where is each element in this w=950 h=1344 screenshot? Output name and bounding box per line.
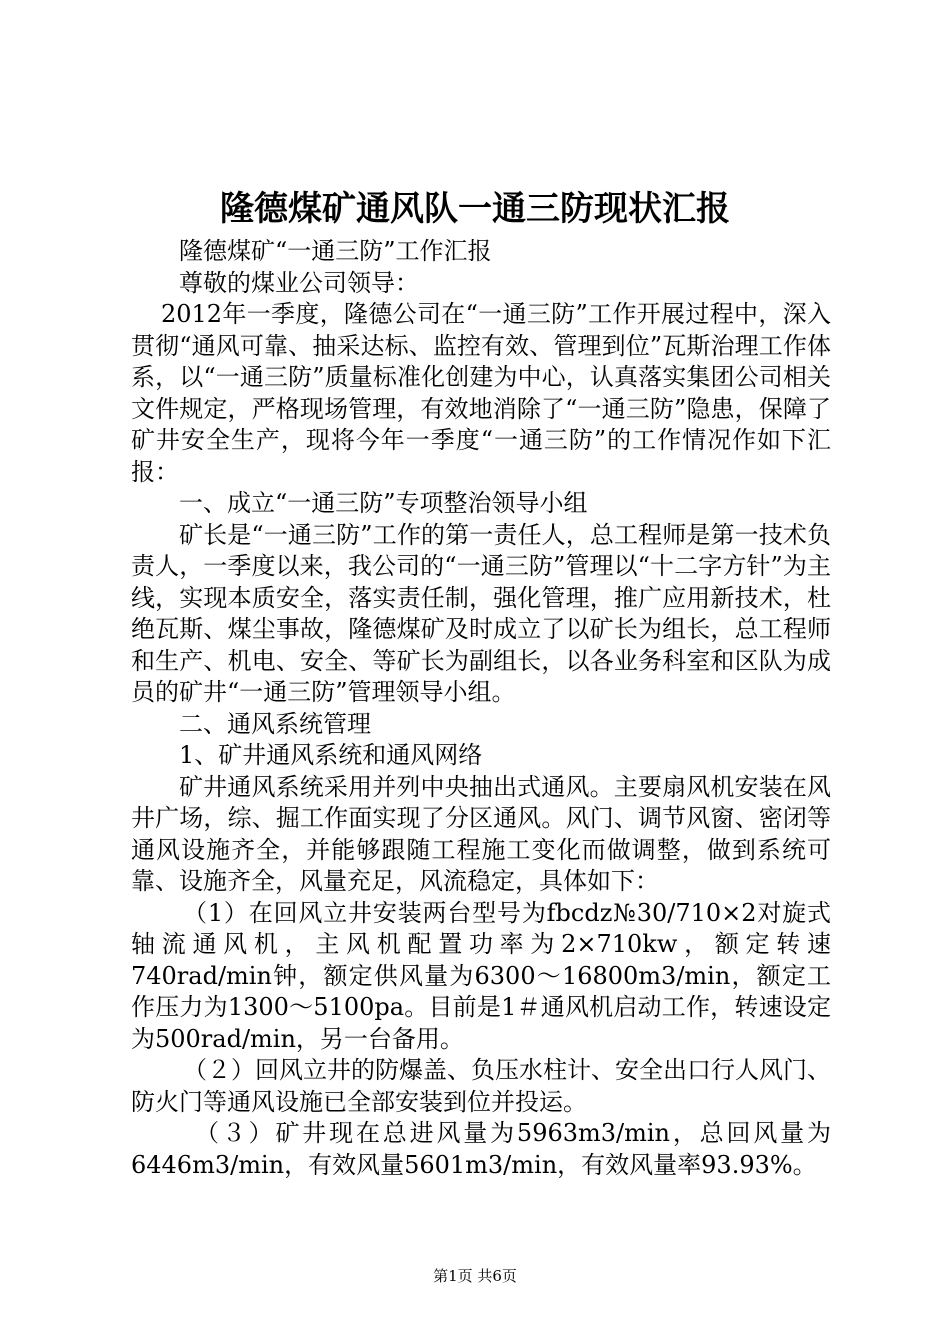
ventilation-system-paragraph: 矿井通风系统采用并列中央抽出式通风。主要扇风机安装在风井广场，综、掘工作面实现了分区通风。风门、调节风窗、密闭等通风设施齐全，并能够跟随工程施工变化而做调整，做到系统可靠、设施齐全，风量充足，风流稳定，具体如下：: [131, 772, 831, 895]
document-title: 隆德煤矿通风队一通三防现状汇报: [220, 189, 730, 229]
document-body: [131, 236, 831, 1181]
intro-paragraph: 2012年一季度，隆德公司在“一通三防”工作开展过程中，深入贯彻“通风可靠、抽采达标、监控有效、管理到位”瓦斯治理工作体系，以“一通三防”质量标准化创建为中心，认真落实集团公司相关文件规定，严格现场管理，有效地消除了“一通三防”隐患，保障了矿井安全生产，现将今年一季度“一通三防”的工作情况作如下汇报：: [131, 300, 831, 486]
page-number: 第1页 共6页: [433, 1267, 517, 1285]
item-1-fan-paragraph: （1）在回风立井安装两台型号为fbcdz№30/710×2对旋式轴流通风机，主风机配置功率为2×710kw，额定转速740rad/min钟，额定供风量为6300～16800m3/min，额定工作压力为1300～5100pa。目前是1＃通风机启动工作，转速设定为500rad/min，另一台备用。: [131, 898, 831, 1053]
subsection-heading-network: 1、矿井通风系统和通风网络: [179, 741, 483, 769]
item-2-facilities-paragraph: （２）回风立井的防爆盖、负压水柱计、安全出口行人风门、防火门等通风设施已全部安装到位并投运。: [131, 1056, 831, 1116]
section-heading-ventilation: 二、通风系统管理: [179, 709, 371, 738]
report-heading: 隆德煤矿“一通三防”工作汇报: [179, 237, 492, 265]
section-heading-leadership: 一、成立“一通三防”专项整治领导小组: [179, 489, 588, 517]
salutation: 尊敬的煤业公司领导：: [179, 268, 419, 297]
item-3-airflow-paragraph: （３）矿井现在总进风量为5963m3/min，总回风量为6446m3/min，有效风量5601m3/min，有效风量率93.93%。: [131, 1119, 831, 1179]
leadership-paragraph: 矿长是“一通三防”工作的第一责任人，总工程师是第一技术负责人，一季度以来，我公司的“一通三防”管理以“十二字方针”为主线，实现本质安全，落实责任制，强化管理，推广应用新技术，杜绝瓦斯、煤尘事故，隆德煤矿及时成立了以矿长为组长，总工程师和生产、机电、安全、等矿长为副组长，以各业务科室和区队为成员的矿井“一通三防”管理领导小组。: [131, 520, 831, 706]
